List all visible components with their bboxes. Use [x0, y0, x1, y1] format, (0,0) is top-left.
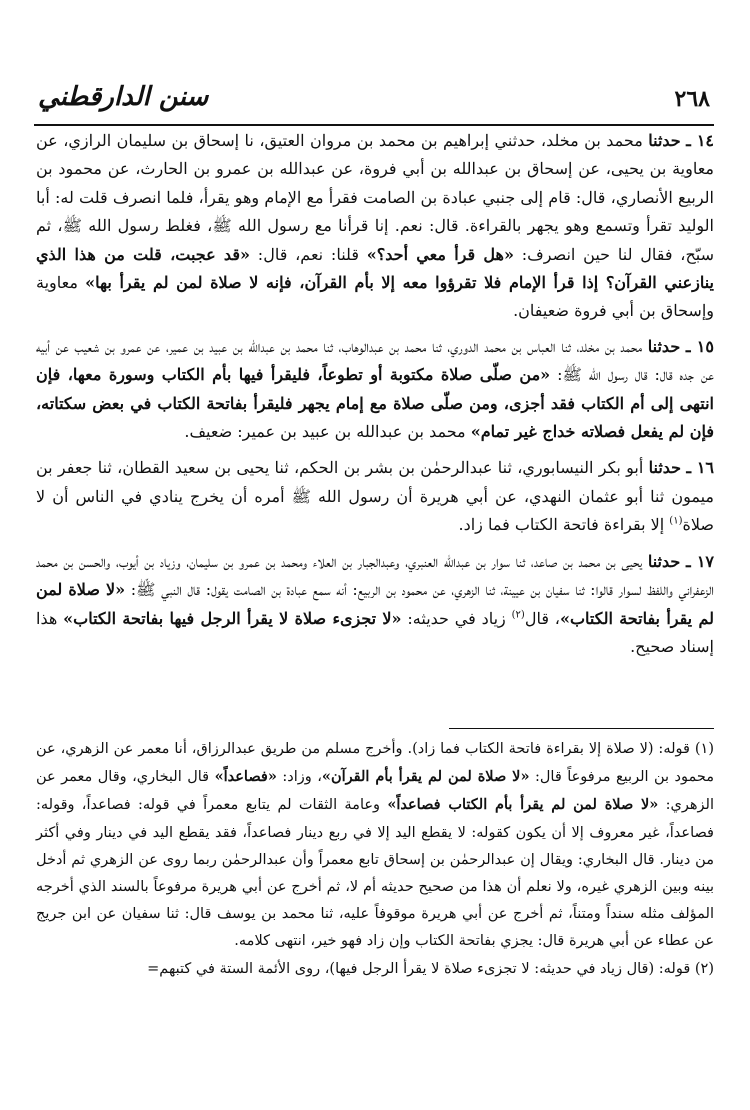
hadith-text: محمد بن مخلد، حدثني إبراهيم بن محمد بن مروان العتيق، نا إسحاق بن سليمان الرازي، عن معاوية بن يحيى، عن إسحاق بن عبدالله بن أبي فروة، عن عبدالله بن عمرو بن الحارث، عن محمود بن الربيع الأنصاري، قال: قام إلى جنبي عبادة بن الصامت فقرأ مع الإمام وهو يقرأ، فلما انصرف قلت له: أبا الوليد تقرأ وتسمع وهو يجهر بالقراءة. قال: نعم. إنا قرأنا مع رسول الله ﷺ، فغلط رسول الله ﷺ، ثم سبّح، فقال لنا حين انصرف: — [36, 131, 715, 264]
footnote-quote: «لا صلاة لمن لم يقرأ بأم القرآن» — [321, 768, 530, 786]
main-text — [36, 127, 714, 661]
hadith-text: أبو بكر النيسابوري، ثنا عبدالرحمٰن بن بشر بن الحكم، ثنا يحيى بن سعيد القطان، ثنا جعفر بن ميمون ثنا أبو عثمان النهدي، عن أبي هريرة أن رسول الله ﷺ أمره أن يخرج ينادي في الناس أن لا صلاة — [36, 458, 714, 535]
hadith-number: ١٥ ـ — [685, 336, 714, 356]
hadith-14 — [36, 127, 714, 326]
footnote-quote: «فصاعداً» — [214, 768, 277, 786]
hadith-text: قلنا: نعم، قال: — [257, 244, 359, 264]
prophetic-quote: «من صلّى صلاة مكتوبة أو تطوعاً، فليقرأ فيها بأم الكتاب وسورة معها، فإن انتهى إلى أم الكتاب فقد أجزى، ومن صلّى صلاة مع إمام يجهر فليقرأ بفاتحة الكتاب في بعض سكتاته، فإن لم يفعل فصلاته خداج غير تمام» — [36, 365, 714, 442]
hadith-lead: حدثنا — [647, 336, 681, 356]
hadith-number: ١٦ ـ — [686, 458, 715, 478]
footnote-marker: (١) — [694, 741, 715, 757]
page-number: ٢٦٨ — [674, 86, 710, 112]
prophetic-quote: «لا صلاة لمن لم يقرأ بفاتحة الكتاب» — [36, 580, 714, 628]
book-title: سنن الدارقطني — [38, 82, 209, 112]
hadith-text: ، قال — [524, 608, 560, 628]
footnote-reference[interactable]: (١) — [669, 515, 683, 527]
hadith-number: ١٤ ـ — [686, 131, 714, 150]
prophetic-quote: «هل قرأ معي أحد؟» — [366, 244, 514, 264]
hadith-16 — [36, 454, 714, 539]
hadith-text: إلا بقراءة فاتحة الكتاب فما زاد. — [458, 515, 665, 535]
footnote-reference[interactable]: (٢) — [511, 609, 525, 621]
footnotes-section — [36, 736, 714, 983]
footnote-quote: «لا صلاة لمن لم يقرأ بأم الكتاب فصاعداً» — [387, 796, 659, 814]
hadith-text: يحيى بن محمد بن صاعد، ثنا سوار بن عبدالله العنبري، وعبدالجبار بن العلاء ومحمد بن عمرو بن سليمان، وزياد بن أيوب، والحسن بن محمد الزعفراني واللفظ لسوار قالوا: ثنا سفيان بن عيينة، ثنا الزهري، عن محمود بن الربيع: أنه سمع عبادة بن الصامت يقول: قال النبي ﷺ: — [36, 551, 715, 600]
prophetic-quote: «لا تجزىء صلاة لا يقرأ الرجل فيها بفاتحة الكتاب» — [63, 608, 402, 628]
hadith-lead: حدثنا — [647, 551, 681, 571]
hadith-grading: هذا إسناد صحيح. — [36, 608, 714, 656]
hadith-text: محمد بن مخلد، ثنا العباس بن محمد الدوري، ثنا محمد بن عبدالوهاب، ثنا محمد بن عبدالله بن عبيد بن عمير، عن عمرو بن شعيب عن أبيه عن جده قال: قال رسول الله ﷺ: — [36, 336, 715, 385]
footnote-text: قال البخاري، وقال معمر عن الزهري: — [36, 769, 714, 814]
hadith-17 — [36, 548, 714, 662]
footnote-divider — [449, 728, 714, 729]
page-header — [34, 82, 714, 126]
hadith-lead: حدثنا — [648, 131, 681, 150]
hadith-grading: معاوية وإسحاق بن أبي فروة ضعيفان. — [36, 273, 714, 321]
footnote-text: قوله: (قال زياد في حديثه: لا تجزىء صلاة لا يقرأ الرجل فيها)، روى الأئمة الستة في كتبهم= — [147, 960, 691, 977]
footnote-1 — [36, 736, 714, 956]
hadith-grading: محمد بن عبدالله بن عبيد بن عمير: ضعيف. — [184, 422, 466, 442]
footnote-text: قوله: (لا صلاة إلا بقراءة فاتحة الكتاب فما زاد). وأخرج مسلم من طريق عبدالرزاق، أنا معمر عن الزهري، عن محمود بن الربيع مرفوعاً قال: — [36, 741, 714, 786]
header-divider — [34, 124, 714, 126]
hadith-number: ١٧ ـ — [685, 551, 715, 571]
footnote-2 — [36, 956, 714, 983]
hadith-lead: حدثنا — [648, 458, 682, 478]
hadith-text: زياد في حديثه: — [407, 608, 506, 628]
prophetic-quote: «قد عجبت، قلت من هذا الذي ينازعني القرآن؟ إذا قرأ الإمام فلا تقرؤوا معه إلا بأم القرآن، فإنه لا صلاة لمن لم يقرأ بها» — [36, 244, 714, 293]
footnote-text: ، وزاد: — [282, 769, 322, 786]
hadith-15 — [36, 333, 714, 447]
footnote-marker: (٢) — [694, 960, 714, 977]
footnote-text: وعامة الثقات لم يتابع معمراً في قوله: فصاعداً، وقوله: فصاعداً، غير معروف إلا أن يكون كقوله: لا يقطع اليد إلا في ربع دينار فصاعداً، فقد يقطع اليد في دينار وفي أكثر من دينار. قال البخاري: ويقال إن عبدالرحمٰن بن إسحاق تابع معمراً وأن عبدالرحمٰن ربما روى عن الزهري ثم أدخل بينه وبين الزهري غيره، ولا نعلم أن هذا من صحيح حديثه أم لا، ثم أخرج عن أبي هريرة مرفوعاً بالسند الذي أخرجه المؤلف مثله سنداً ومتناً، ثم أخرج عن أبي هريرة موقوفاً عليه، ثنا محمد بن يوسف قال: ثنا سفيان عن ابن جريج عن عطاء عن أبي هريرة قال: يجزي بفاتحة الكتاب وإن زاد فهو خير، انتهى كلامه. — [36, 797, 714, 950]
